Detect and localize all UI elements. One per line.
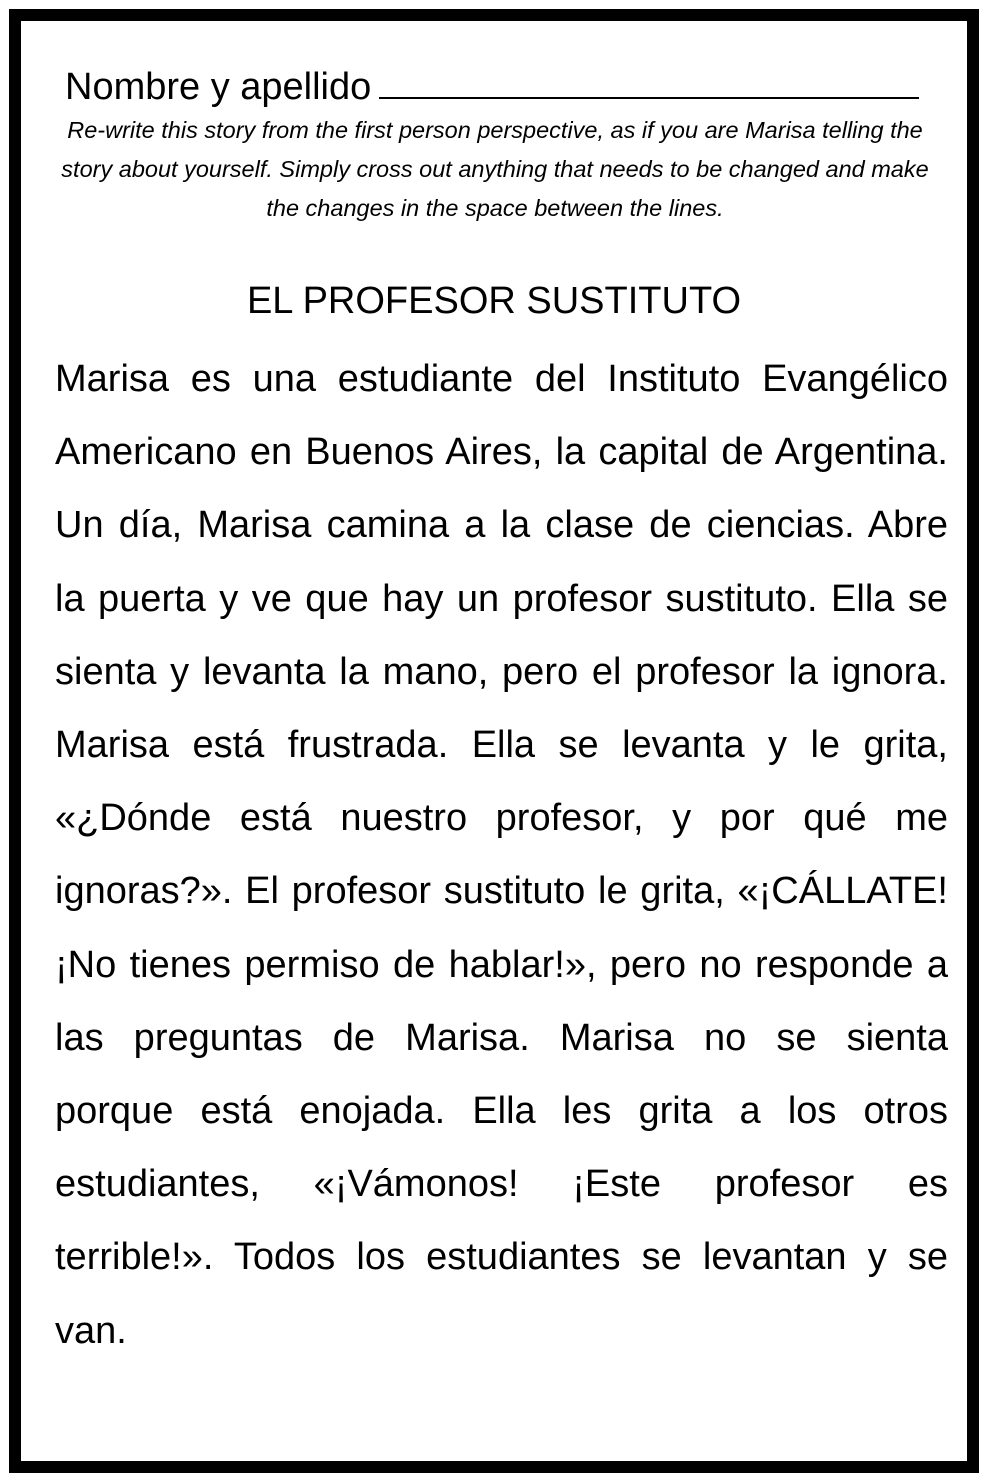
instructions-text: Re-write this story from the first person perspective, as if you are Marisa telling the story about yourself. Simply cross out anything that needs to be changed and make the changes in the space between the lines. xyxy=(61,117,929,221)
name-field[interactable] xyxy=(65,59,925,115)
name-label: Nombre y apellido xyxy=(65,66,372,108)
worksheet-frame xyxy=(9,9,979,1473)
story-title: EL PROFESOR SUSTITUTO xyxy=(246,280,742,322)
story-text: Marisa es una estudiante del Instituto Evangélico Americano en Buenos Aires, la capital de Argentina. Un día, Marisa camina a la clase de ciencias. Abre la puerta y ve que hay un profesor sustituto. Ella se sienta y levanta la mano, pero el profesor la ignora. Marisa está frustrada. Ella se levanta y le grita, «¿Dónde está nuestro profesor, y por qué me ignoras?». El profesor sustituto le grita, «¡CÁLLATE! ¡No tienes permiso de hablar!», pero no responde a las preguntas de Marisa. Marisa no se sienta porque está enojada. Ella les grita a los otros estudiantes, «¡Vámonos! ¡Este profesor es terrible!». Todos los estudiantes se levantan y se van. xyxy=(55,358,948,1352)
name-blank-line[interactable] xyxy=(379,97,919,99)
